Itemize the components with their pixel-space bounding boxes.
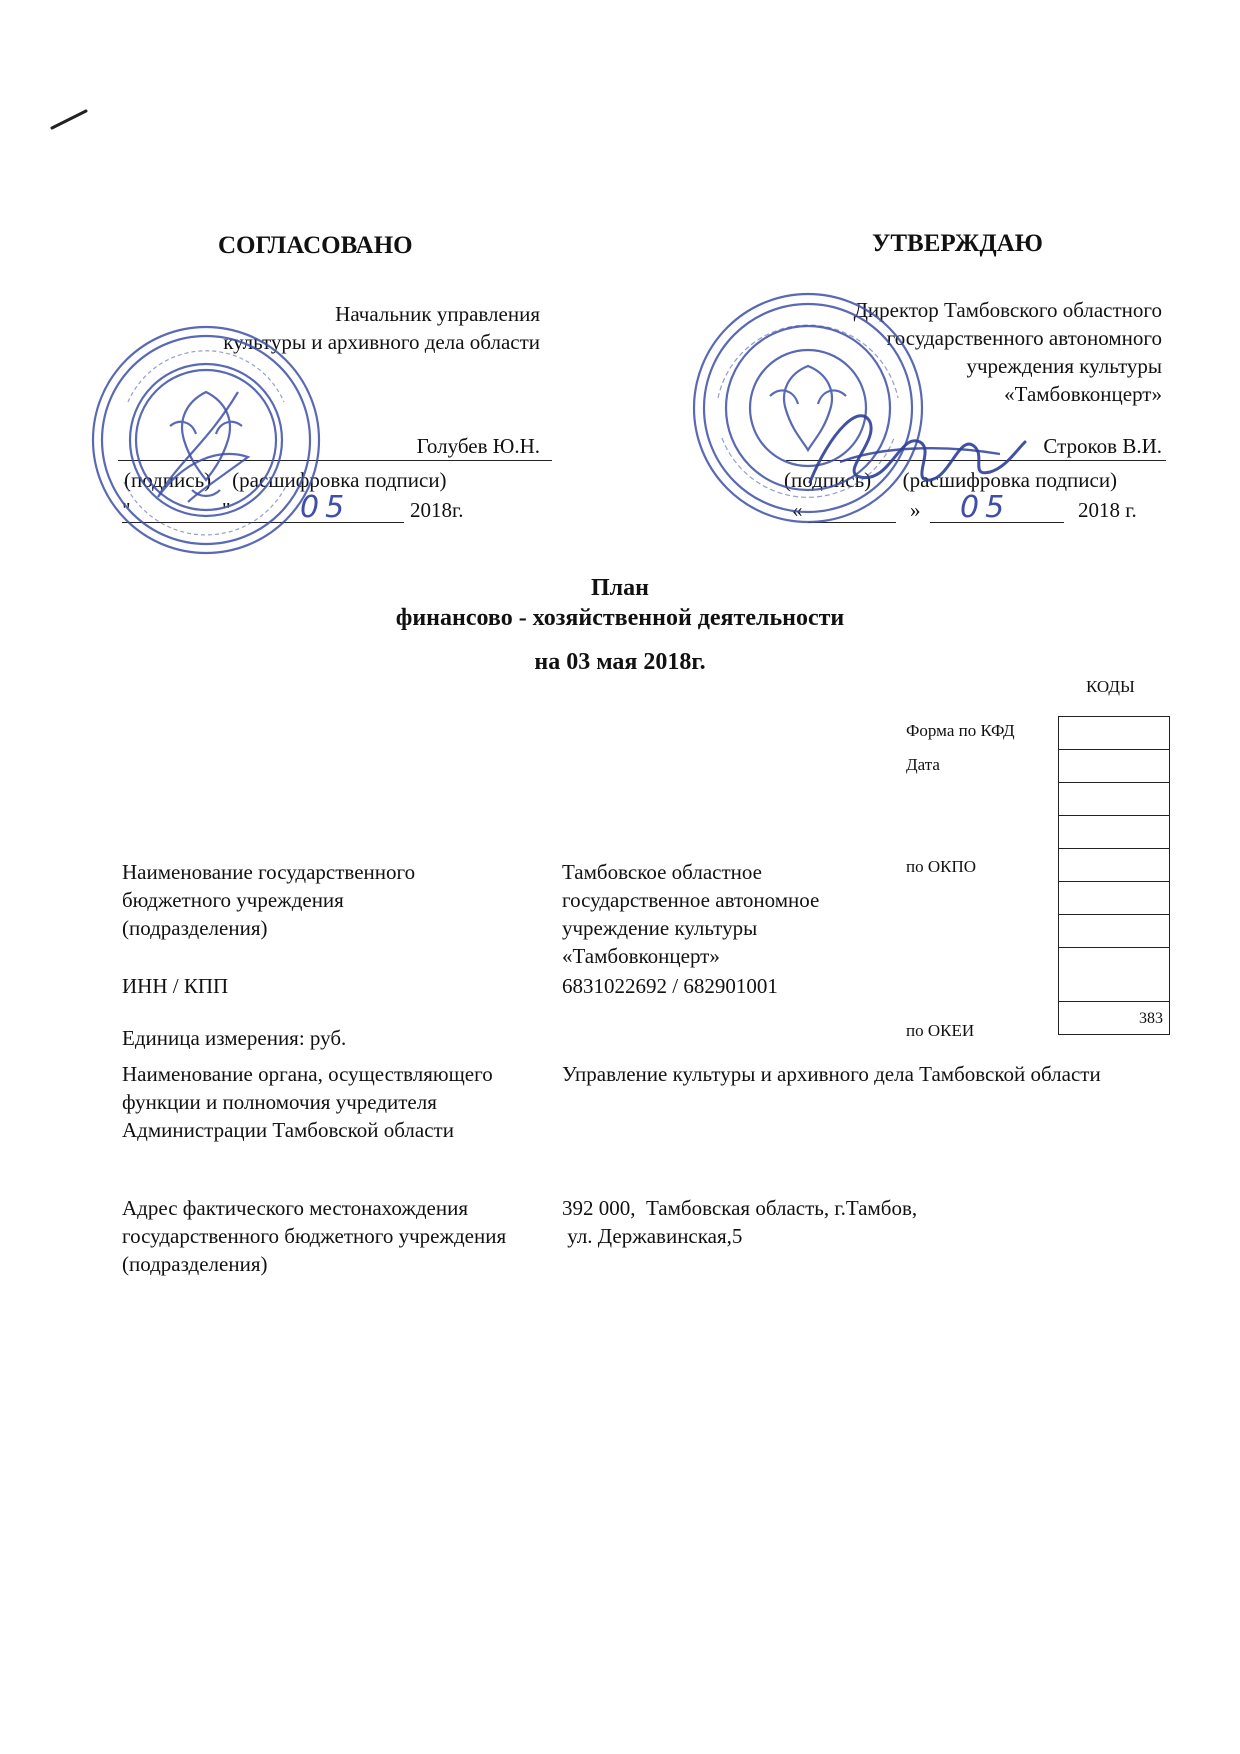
codes-label-okpo: по ОКПО xyxy=(906,857,977,876)
code-cell xyxy=(1059,882,1169,915)
code-cell xyxy=(1059,816,1169,849)
right-heading: УТВЕРЖДАЮ xyxy=(872,230,1043,257)
code-cell-okei: 383 xyxy=(1059,1002,1169,1035)
right-sign-caption: (подпись) (расшифровка подписи) xyxy=(784,468,1118,492)
institution-value: Тамбовское областное государственное автономное учреждение культуры «Тамбовконцерт» xyxy=(562,860,820,968)
codes-table xyxy=(1058,716,1170,1035)
code-cell-date xyxy=(1059,750,1169,783)
code-cell xyxy=(1059,948,1169,1002)
left-position-line1: Начальник управления xyxy=(335,302,540,326)
title-line3: на 03 мая 2018г. xyxy=(534,649,706,675)
address-label: Адрес фактического местонахождения государственного бюджетного учреждения (подразделения) xyxy=(122,1196,507,1276)
code-cell-okpo xyxy=(1059,849,1169,882)
code-cell-form xyxy=(1059,717,1169,750)
left-position-line2: культуры и архивного дела области xyxy=(223,330,540,354)
codes-label-form: Форма по КФД xyxy=(906,721,1015,740)
pen-mark xyxy=(50,108,90,132)
right-date-line-month xyxy=(930,522,1064,523)
right-position-line4: «Тамбовконцерт» xyxy=(1004,382,1162,406)
left-signer: Голубев Ю.Н. xyxy=(416,434,540,458)
inn-value: 6831022692 / 682901001 xyxy=(562,974,778,998)
codes-label-date: Дата xyxy=(906,755,940,774)
right-date-line-day xyxy=(808,522,896,523)
right-position-line3: учреждения культуры xyxy=(966,354,1162,378)
inn-label: ИНН / КПП xyxy=(122,974,229,998)
codes-header: КОДЫ xyxy=(1086,677,1135,696)
founder-label: Наименование органа, осуществляющего функции и полномочия учредителя Администрации Тамбовской области xyxy=(122,1062,493,1142)
left-date-year: 2018г. xyxy=(410,498,464,522)
left-date-line xyxy=(122,522,404,523)
unit-label: Единица измерения: руб. xyxy=(122,1026,347,1050)
right-date-year: 2018 г. xyxy=(1078,498,1137,522)
right-signature-line xyxy=(786,460,1166,461)
left-date-mid: " xyxy=(222,498,231,522)
left-heading: СОГЛАСОВАНО xyxy=(218,232,413,259)
codes-label-okei: по ОКЕИ xyxy=(906,1021,975,1040)
right-position-line2: государственного автономного xyxy=(886,326,1162,350)
left-date-open: " xyxy=(122,498,131,522)
right-date-open: « xyxy=(792,498,803,522)
left-sign-caption: (подпись) (расшифровка подписи) xyxy=(124,468,447,492)
right-date-mid: » xyxy=(910,498,921,522)
title-line1: План xyxy=(591,575,649,601)
founder-value: Управление культуры и архивного дела Тамбовской области xyxy=(562,1062,1101,1086)
title-line2: финансово - хозяйственной деятельности xyxy=(395,605,845,631)
address-value-line1: 392 000, Тамбовская область, г.Тамбов, xyxy=(562,1196,918,1220)
left-date-month: 05 xyxy=(300,490,351,525)
left-signature-line xyxy=(118,460,552,461)
institution-label: Наименование государственного бюджетного учреждения (подразделения) xyxy=(122,860,416,940)
right-signer: Строков В.И. xyxy=(1043,434,1162,458)
address-value-line2: ул. Державинская,5 xyxy=(562,1224,743,1248)
code-cell xyxy=(1059,915,1169,948)
code-cell xyxy=(1059,783,1169,816)
right-position-line1: Директор Тамбовского областного xyxy=(853,298,1162,322)
right-date-month: 05 xyxy=(960,490,1011,525)
